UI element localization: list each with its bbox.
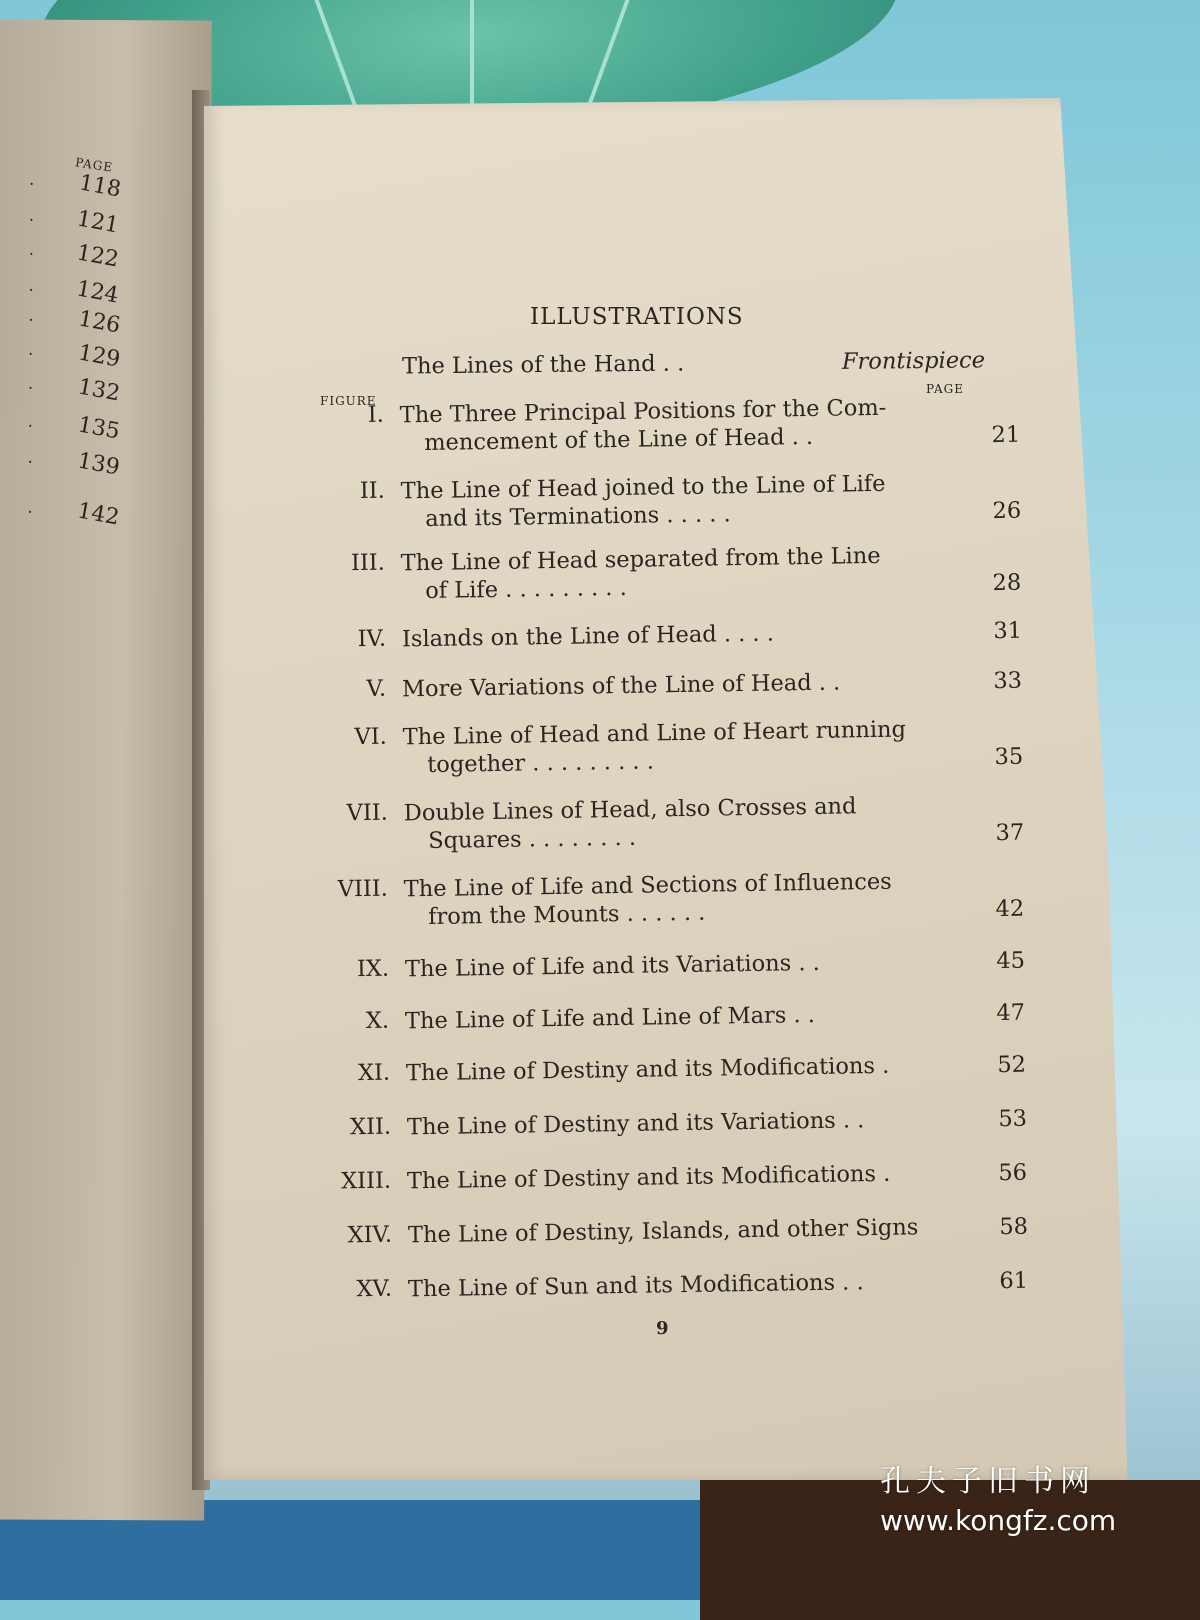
- leader-dot: .: [28, 205, 35, 225]
- figure-number: X.: [365, 1007, 390, 1035]
- illustration-entry: [316, 867, 1025, 933]
- left-page-number: 142: [75, 498, 122, 531]
- watermark-chinese: 孔夫子旧书网: [880, 1464, 1096, 1499]
- entry-line: The Line of Destiny, Islands, and other Signs: [407, 1214, 919, 1249]
- entry-line: The Line of Destiny and its Modifications .: [405, 1052, 890, 1087]
- entry-line: together . . . . . . . . .: [427, 748, 655, 779]
- entry-line: The Line of Life and Line of Mars . .: [404, 1001, 816, 1035]
- illustration-entry: [315, 715, 1024, 781]
- figure-number: IV.: [357, 625, 387, 653]
- entry-page-number: 56: [998, 1159, 1028, 1187]
- entry-page-number: 33: [993, 667, 1023, 695]
- leader-dot: .: [28, 305, 34, 325]
- page-column-header: PAGE: [926, 382, 964, 396]
- entry-line: The Line of Destiny and its Variations . .: [406, 1107, 865, 1141]
- page-title: ILLUSTRATIONS: [530, 304, 744, 330]
- illustration-entry: [312, 393, 1021, 459]
- figure-number: I.: [367, 401, 384, 428]
- leader-dot: .: [28, 275, 34, 295]
- leader-dot: .: [28, 239, 34, 259]
- entry-line: of Life . . . . . . . . .: [425, 574, 627, 605]
- frontispiece-text: The Lines of the Hand . .: [401, 350, 685, 380]
- left-page-number: 122: [74, 240, 121, 273]
- page-folio: 9: [656, 1318, 669, 1339]
- illustration-entry: [313, 541, 1022, 607]
- entry-text: [400, 393, 921, 457]
- frontispiece-entry: [401, 347, 986, 380]
- entry-page-number: 37: [995, 819, 1025, 847]
- entry-text: [401, 469, 922, 533]
- leader-dot: .: [29, 169, 35, 189]
- left-page-number: 121: [74, 206, 121, 239]
- entry-line: Islands on the Line of Head . . . .: [401, 620, 775, 653]
- frontispiece-label: Frontispiece: [841, 347, 986, 375]
- left-page-number: 139: [75, 448, 122, 481]
- figure-number: XII.: [349, 1113, 392, 1141]
- entry-line: More Variations of the Line of Head . .: [401, 669, 841, 703]
- wood-surface: [700, 1480, 1200, 1620]
- entry-page-number: 31: [993, 617, 1023, 645]
- entry-line: The Line of Life and Sections of Influences: [403, 868, 892, 903]
- entry-line: The Line of Head and Line of Heart running: [402, 716, 907, 751]
- figure-number: II.: [359, 477, 385, 505]
- figure-number: VII.: [346, 799, 388, 827]
- entry-line: from the Mounts . . . . . .: [428, 899, 706, 931]
- entry-text: [401, 541, 922, 605]
- leader-dot: .: [28, 339, 34, 359]
- entry-line: Squares . . . . . . . .: [428, 824, 637, 855]
- figure-number: XIII.: [340, 1167, 392, 1195]
- figure-number: III.: [350, 549, 385, 577]
- leader-dot: .: [27, 373, 34, 393]
- left-page-number: 129: [76, 340, 123, 373]
- entry-page-number: 45: [996, 947, 1026, 975]
- left-page-number: 126: [76, 306, 123, 339]
- left-page: [0, 19, 212, 1520]
- entry-page-number: 21: [991, 421, 1021, 449]
- watermark-url: www.kongfz.com: [880, 1504, 1117, 1537]
- figure-number: VIII.: [337, 875, 388, 903]
- entry-page-number: 52: [997, 1051, 1027, 1079]
- entry-page-number: 61: [999, 1267, 1029, 1295]
- left-page-number: 124: [74, 276, 121, 309]
- entry-page-number: 53: [998, 1105, 1028, 1133]
- figure-number: XI.: [357, 1059, 391, 1087]
- figure-number: XIV.: [347, 1221, 393, 1249]
- figure-column-header: FIGURE: [320, 394, 377, 408]
- entry-text: [404, 867, 925, 931]
- entry-line: and its Terminations . . . . .: [425, 501, 731, 533]
- entry-page-number: 58: [999, 1213, 1029, 1241]
- figure-number: V.: [366, 675, 387, 702]
- entry-page-number: 26: [992, 497, 1022, 525]
- entry-page-number: 28: [992, 569, 1022, 597]
- entry-line: The Line of Head separated from the Line: [400, 542, 881, 577]
- left-page-number: 135: [75, 412, 122, 445]
- entry-text: [404, 791, 925, 855]
- figure-number: IX.: [356, 955, 390, 983]
- leader-dot: .: [27, 497, 33, 517]
- figure-number: VI.: [354, 723, 387, 751]
- figure-number: XV.: [356, 1275, 393, 1303]
- entry-line: The Line of Destiny and its Modifications .: [406, 1160, 891, 1195]
- left-page-number: 118: [77, 170, 123, 203]
- entry-line: The Line of Life and its Variations . .: [404, 949, 820, 983]
- entry-line: The Line of Head joined to the Line of Life: [400, 470, 886, 505]
- entry-page-number: 47: [996, 999, 1026, 1027]
- entry-line: The Three Principal Positions for the Com-: [399, 394, 887, 429]
- entry-line: The Line of Sun and its Modifications . .: [407, 1269, 864, 1303]
- illustration-entry: [313, 469, 1022, 535]
- leader-dot: .: [27, 411, 33, 431]
- entry-page-number: 35: [994, 743, 1024, 771]
- left-page-header: PAGE: [74, 155, 114, 175]
- leader-dot: .: [27, 447, 33, 467]
- entry-page-number: 42: [995, 895, 1025, 923]
- entry-line: mencement of the Line of Head . .: [424, 423, 814, 457]
- illustration-entry: [316, 791, 1025, 857]
- entry-line: Double Lines of Head, also Crosses and: [403, 793, 857, 827]
- entry-text: [403, 715, 924, 779]
- left-page-number: 132: [76, 374, 122, 407]
